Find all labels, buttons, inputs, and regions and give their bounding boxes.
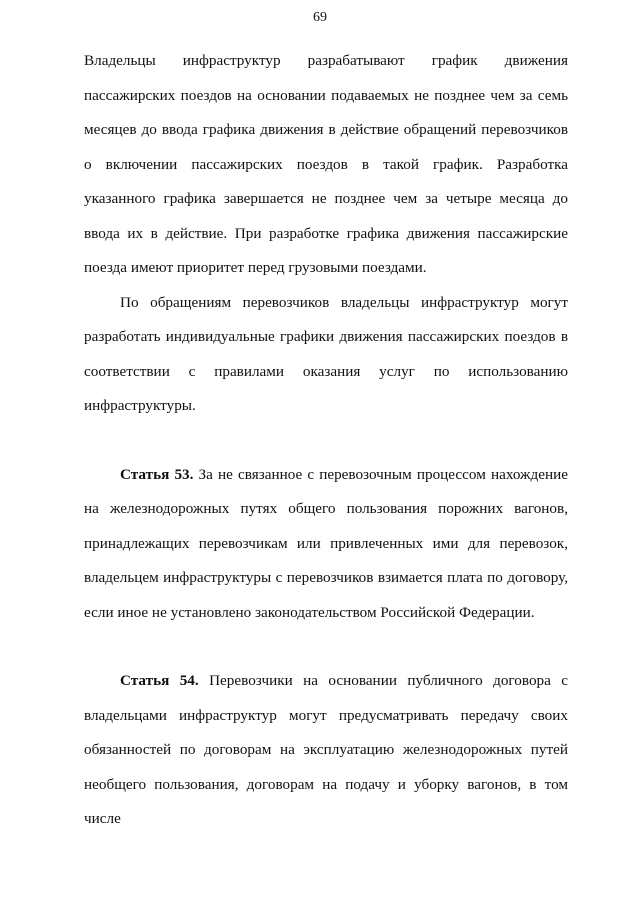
article-54-text: Перевозчики на основании публичного договора с владельцами инфраструктур могут предусматривать передачу своих обязанностей по договорам на эксплуатацию железнодорожных путей необщего пользования, договорам на подачу и уборку вагонов, в том числе — [84, 672, 568, 827]
article-53-title: Статья 53. — [120, 465, 194, 483]
paragraph-individual-timetables: По обращениям перевозчиков владельцы инфраструктур могут разработать индивидуальные графики движения пассажирских поездов в соответствии с правилами оказания услуг по использованию инфраструктуры. — [84, 293, 568, 414]
spacer — [84, 630, 568, 664]
article-54 — [84, 664, 568, 837]
document-body — [84, 44, 568, 837]
spacer — [84, 424, 568, 458]
article-53 — [84, 458, 568, 631]
paragraph-timetable: Владельцы инфраструктур разрабатывают график движения пассажирских поездов на основании подаваемых не позднее чем за семь месяцев до ввода графика движения в действие обращений перевозчиков о включении пассажирских поездов в такой график. Разработка указанного графика завершается не позднее чем за четыре месяца до ввода их в действие. При разработке графика движения пассажирские поезда имеют приоритет перед грузовыми поездами. — [84, 52, 568, 276]
page-number: 69 — [313, 10, 327, 25]
article-54-title: Статья 54. — [120, 672, 199, 689]
article-53-text: За не связанное с перевозочным процессом нахождение на железнодорожных путях общего пользования порожних вагонов, принадлежащих перевозчикам или привлеченных ими для перевозок, владельцем инфраструктуры с перевозчиков взимается плата по договору, если иное не установлено законодательством Российской Федерации. — [84, 465, 569, 621]
